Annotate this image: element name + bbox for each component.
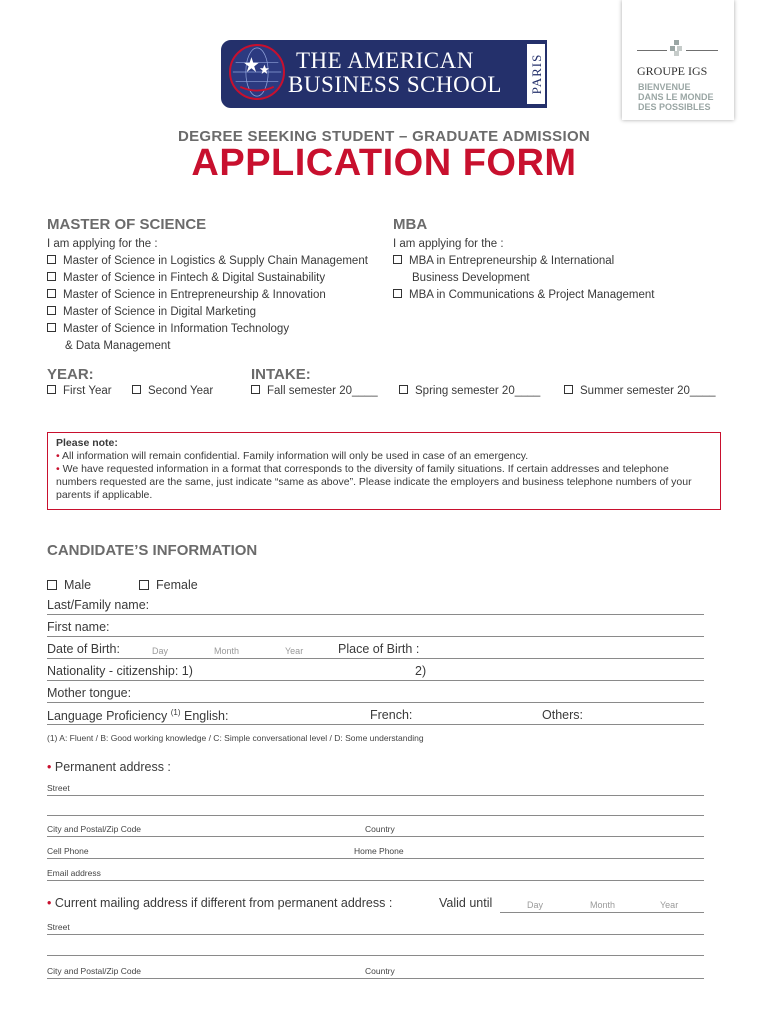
ms-option-label: Master of Science in Entrepreneurship & Innovation <box>63 289 326 301</box>
igs-tagline-2: DANS LE MONDE <box>638 92 714 102</box>
ms-option-1[interactable] <box>47 255 368 267</box>
igs-tagline-1: BIENVENUE <box>638 82 691 92</box>
valid-day-hint: Day <box>527 900 544 910</box>
language-field[interactable] <box>47 724 704 725</box>
mailing-address-label <box>47 896 392 910</box>
note-item-2 <box>56 463 712 502</box>
intake-summer[interactable] <box>564 385 716 397</box>
mother-tongue-field[interactable] <box>47 702 704 703</box>
ms-option-label: Master of Science in Information Technology <box>63 323 290 335</box>
year-heading: YEAR: <box>47 366 94 383</box>
year-option-label: First Year <box>63 385 112 397</box>
bullet-icon: • <box>56 463 60 475</box>
logo-paris-text: PARIS <box>529 53 544 95</box>
ms-intro: I am applying for the : <box>47 238 158 250</box>
language-french-label: French: <box>370 708 413 722</box>
language-text: Language Proficiency <box>47 709 168 724</box>
city-label: City and Postal/Zip Code <box>47 824 142 834</box>
valid-month-hint: Month <box>590 900 616 910</box>
gender-label: Male <box>64 578 92 592</box>
checkbox[interactable] <box>47 385 56 394</box>
igs-rule-left <box>637 50 667 51</box>
checkbox[interactable] <box>399 385 408 394</box>
igs-tagline-3: DES POSSIBLES <box>638 102 711 112</box>
logo-line-2: BUSINESS SCHOOL <box>288 72 502 97</box>
nationality-label: Nationality - citizenship: 1) <box>47 664 193 678</box>
permanent-address-label <box>47 760 171 774</box>
mba-option-1-cont: Business Development <box>412 272 530 284</box>
checkbox[interactable] <box>393 289 402 298</box>
language-label <box>47 708 228 723</box>
mba-option-label: MBA in Communications & Project Management <box>409 289 655 301</box>
note-box <box>47 432 721 510</box>
ms-heading: MASTER OF SCIENCE <box>47 216 207 233</box>
pob-label: Place of Birth : <box>338 642 420 656</box>
ms-option-label: Master of Science in Logistics & Supply Chain Management <box>63 255 368 267</box>
mba-heading: MBA <box>393 216 428 233</box>
language-others-label: Others: <box>542 708 583 722</box>
last-name-label: Last/Family name: <box>47 598 150 612</box>
gender-label: Female <box>156 578 198 592</box>
checkbox[interactable] <box>47 272 56 281</box>
note-item-1 <box>56 450 712 463</box>
nationality-field[interactable] <box>47 680 704 681</box>
country-2-label: Country <box>365 966 395 976</box>
igs-logo-icon <box>668 40 684 56</box>
mba-intro: I am applying for the : <box>393 238 504 250</box>
mailing-address-text: Current mailing address if different from permanent address : <box>54 896 393 910</box>
checkbox[interactable] <box>132 385 141 394</box>
form-title: APPLICATION FORM <box>191 142 577 184</box>
ms-option-3[interactable] <box>47 289 326 301</box>
ms-option-4[interactable] <box>47 306 256 318</box>
intake-heading: INTAKE: <box>251 366 311 383</box>
candidate-heading: CANDIDATE’S INFORMATION <box>47 542 258 559</box>
ms-option-label: Master of Science in Fintech & Digital Sustainability <box>63 272 326 284</box>
dob-month-hint: Month <box>214 646 240 656</box>
last-name-field[interactable] <box>47 614 704 615</box>
street-field[interactable] <box>47 795 704 796</box>
first-name-label: First name: <box>47 620 110 634</box>
cell-phone-label: Cell Phone <box>47 846 89 856</box>
igs-tagline <box>638 82 714 112</box>
checkbox[interactable] <box>47 289 56 298</box>
street-2-field-2[interactable] <box>47 955 704 956</box>
logo-line-1: THE AMERICAN <box>296 48 474 73</box>
intake-fall[interactable] <box>251 385 378 397</box>
valid-until-field[interactable] <box>500 912 704 913</box>
city-country-field[interactable] <box>47 836 704 837</box>
note-text: All information will remain confidential. Family information will only be used in case of an emergency. <box>62 450 529 462</box>
mba-option-1[interactable] <box>393 255 614 267</box>
street-2-label: Street <box>47 922 70 932</box>
gender-female[interactable] <box>139 578 198 592</box>
home-phone-label: Home Phone <box>354 846 404 856</box>
bullet-icon: • <box>56 450 60 462</box>
dob-year-hint: Year <box>285 646 304 656</box>
globe-emblem-icon <box>229 44 285 100</box>
street-field-2[interactable] <box>47 815 704 816</box>
checkbox[interactable] <box>47 580 57 590</box>
logo-wordmark <box>288 49 502 97</box>
ms-option-label: Master of Science in Digital Marketing <box>63 306 257 318</box>
language-footnote-marker: (1) <box>170 708 181 717</box>
language-footnote: (1) A: Fluent / B: Good working knowledge / C: Simple conversational level / D: Some understanding <box>47 733 424 743</box>
street-label: Street <box>47 783 70 793</box>
dob-label: Date of Birth: <box>47 642 120 656</box>
intake-spring[interactable] <box>399 385 540 397</box>
ms-option-5-cont: & Data Management <box>65 340 171 352</box>
city-2-label: City and Postal/Zip Code <box>47 966 142 976</box>
igs-rule-right <box>686 50 718 51</box>
dob-pob-field[interactable] <box>47 658 704 659</box>
permanent-address-text: Permanent address : <box>54 760 171 774</box>
intake-option-label: Spring semester 20____ <box>415 385 541 397</box>
gender-male[interactable] <box>47 578 91 592</box>
checkbox[interactable] <box>47 323 56 332</box>
igs-name: GROUPE IGS <box>637 64 708 78</box>
nationality-2-label: 2) <box>415 664 427 678</box>
year-second[interactable] <box>132 385 213 397</box>
city-country-2-field[interactable] <box>47 978 704 979</box>
first-name-field[interactable] <box>47 636 704 637</box>
year-first[interactable] <box>47 385 112 397</box>
valid-year-hint: Year <box>660 900 679 910</box>
checkbox[interactable] <box>47 306 56 315</box>
bullet-icon: • <box>47 760 52 774</box>
intake-option-label: Fall semester 20____ <box>267 385 378 397</box>
valid-until-label: Valid until <box>439 896 493 910</box>
year-option-label: Second Year <box>148 385 214 397</box>
ms-option-5[interactable] <box>47 323 289 335</box>
mba-option-2[interactable] <box>393 289 654 301</box>
dob-day-hint: Day <box>152 646 169 656</box>
street-2-field[interactable] <box>47 934 704 935</box>
form-subtitle: DEGREE SEEKING STUDENT – GRADUATE ADMISSION <box>177 128 591 145</box>
note-text: We have requested information in a format that corresponds to the diversity of family situations. If certain addresses and telephone numbers requested are the same, just indicate “same as above”. Please indicate the employers and business telephone numbers of your parents if applicable. <box>56 463 692 501</box>
mother-tongue-label: Mother tongue: <box>47 686 132 700</box>
logo-paris-tab <box>525 42 547 106</box>
mba-option-label: MBA in Entrepreneurship & International <box>409 255 615 267</box>
checkbox[interactable] <box>564 385 573 394</box>
language-english-label: English: <box>183 709 229 724</box>
intake-option-label: Summer semester 20____ <box>580 385 716 397</box>
checkbox[interactable] <box>251 385 260 394</box>
email-label: Email address <box>47 868 101 878</box>
phone-field[interactable] <box>47 858 704 859</box>
ms-option-2[interactable] <box>47 272 325 284</box>
checkbox[interactable] <box>47 255 56 264</box>
note-title: Please note: <box>56 437 118 449</box>
email-field[interactable] <box>47 880 704 881</box>
checkbox[interactable] <box>139 580 149 590</box>
bullet-icon: • <box>47 896 52 910</box>
checkbox[interactable] <box>393 255 402 264</box>
country-label: Country <box>365 824 395 834</box>
